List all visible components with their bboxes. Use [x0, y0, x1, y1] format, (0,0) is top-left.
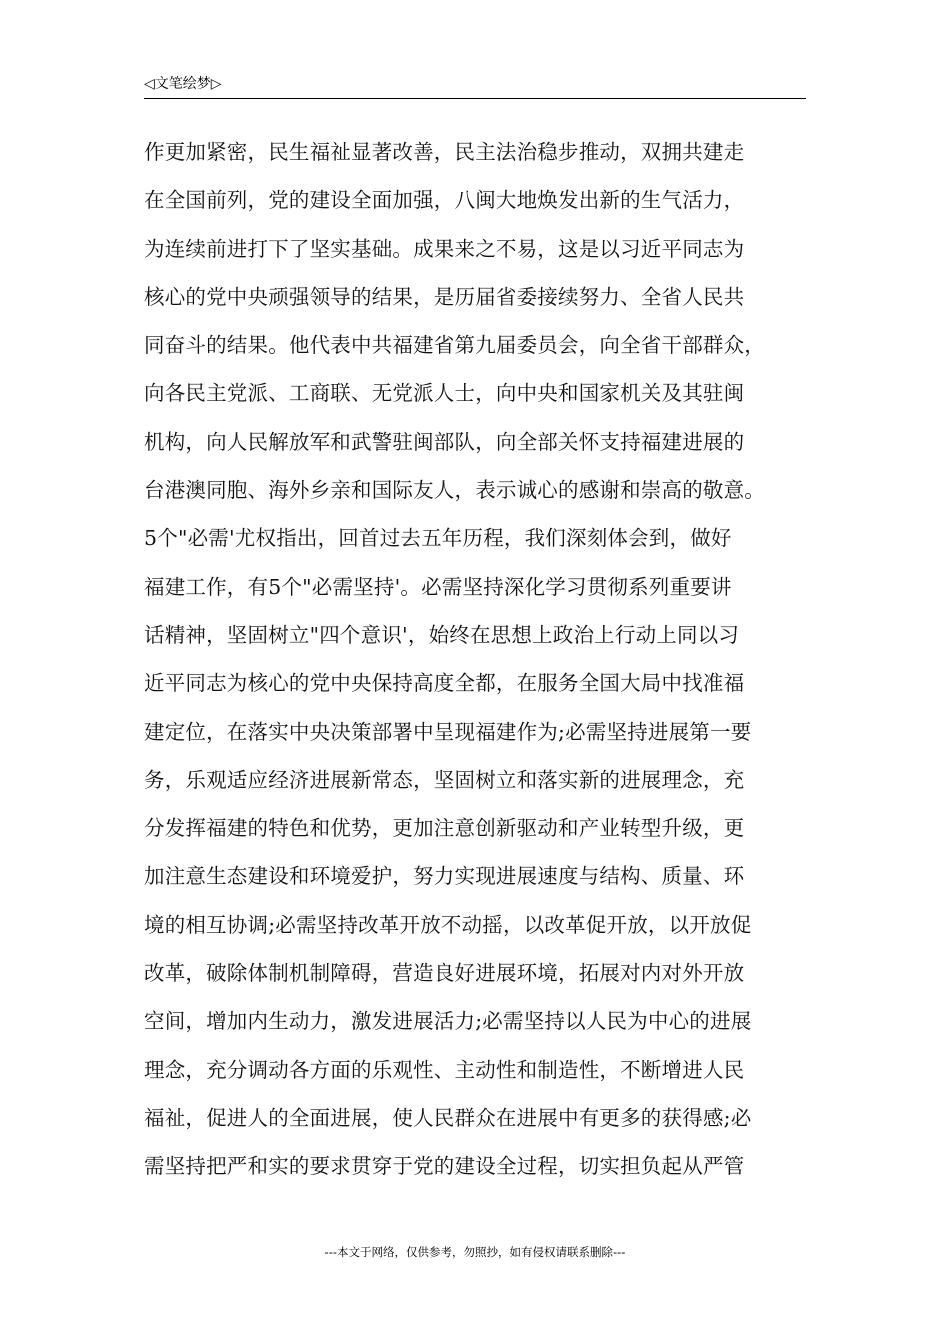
body-line: 改革，破除体制机制障碍，营造良好进展环境，拓展对内对外开放 — [144, 961, 745, 986]
body-line: 务，乐观适应经济进展新常态，坚固树立和落实新的进展理念，充 — [144, 767, 745, 792]
body-line: 理念，充分调动各方面的乐观性、主动性和制造性，不断增进人民 — [144, 1057, 745, 1082]
document-body — [144, 128, 814, 1191]
body-line: 台港澳同胞、海外乡亲和国际友人，表示诚心的感谢和崇高的敬意。 — [144, 478, 765, 503]
body-line: 话精神，坚固树立"四个意识'，始终在思想上政治上行动上同以习 — [144, 622, 740, 647]
body-line: 在全国前列，党的建设全面加强，八闽大地焕发出新的生气活力， — [144, 188, 745, 213]
body-line: 空间，增加内生动力，激发进展活力;必需坚持以人民为中心的进展 — [144, 1009, 752, 1034]
body-line: 福祉，促进人的全面进展，使人民群众在进展中有更多的获得感;必 — [144, 1105, 752, 1130]
body-line: 福建工作，有5个"必需坚持'。必需坚持深化学习贯彻系列重要讲 — [144, 574, 732, 599]
body-line: 建定位，在落实中央决策部署中呈现福建作为;必需坚持进展第一要 — [144, 719, 752, 744]
body-line: 分发挥福建的特色和优势，更加注意创新驱动和产业转型升级，更 — [144, 816, 745, 841]
page-footer: ---本文于网络，仅供参考，勿照抄，如有侵权请联系删除--- — [324, 1245, 626, 1259]
body-line: 加注意生态建设和环境爱护，努力实现进展速度与结构、质量、环 — [144, 864, 745, 889]
body-line: 境的相互协调;必需坚持改革开放不动摇，以改革促开放，以开放促 — [144, 912, 752, 937]
body-line: 向各民主党派、工商联、无党派人士，向中央和国家机关及其驻闽 — [144, 381, 745, 406]
header-title: ◁文笔绘梦▷ — [144, 76, 222, 92]
body-line: 需坚持把严和实的要求贯穿于党的建设全过程，切实担负起从严管 — [144, 1154, 745, 1179]
body-line: 作更加紧密，民生福祉显著改善，民主法治稳步推动，双拥共建走 — [144, 140, 745, 164]
body-line: 同奋斗的结果。他代表中共福建省第九届委员会，向全省干部群众， — [144, 333, 765, 358]
body-line: 5个"必需'尤权指出，回首过去五年历程，我们深刻体会到，做好 — [144, 526, 732, 551]
page-header — [144, 74, 806, 99]
body-line: 机构，向人民解放军和武警驻闽部队，向全部关怀支持福建进展的 — [144, 429, 745, 454]
body-line: 核心的党中央顽强领导的结果，是历届省委接续努力、全省人民共 — [144, 284, 745, 309]
body-line: 为连续前进打下了坚实基础。成果来之不易，这是以习近平同志为 — [144, 236, 745, 261]
body-line: 近平同志为核心的党中央保持高度全都，在服务全国大局中找准福 — [144, 671, 745, 696]
